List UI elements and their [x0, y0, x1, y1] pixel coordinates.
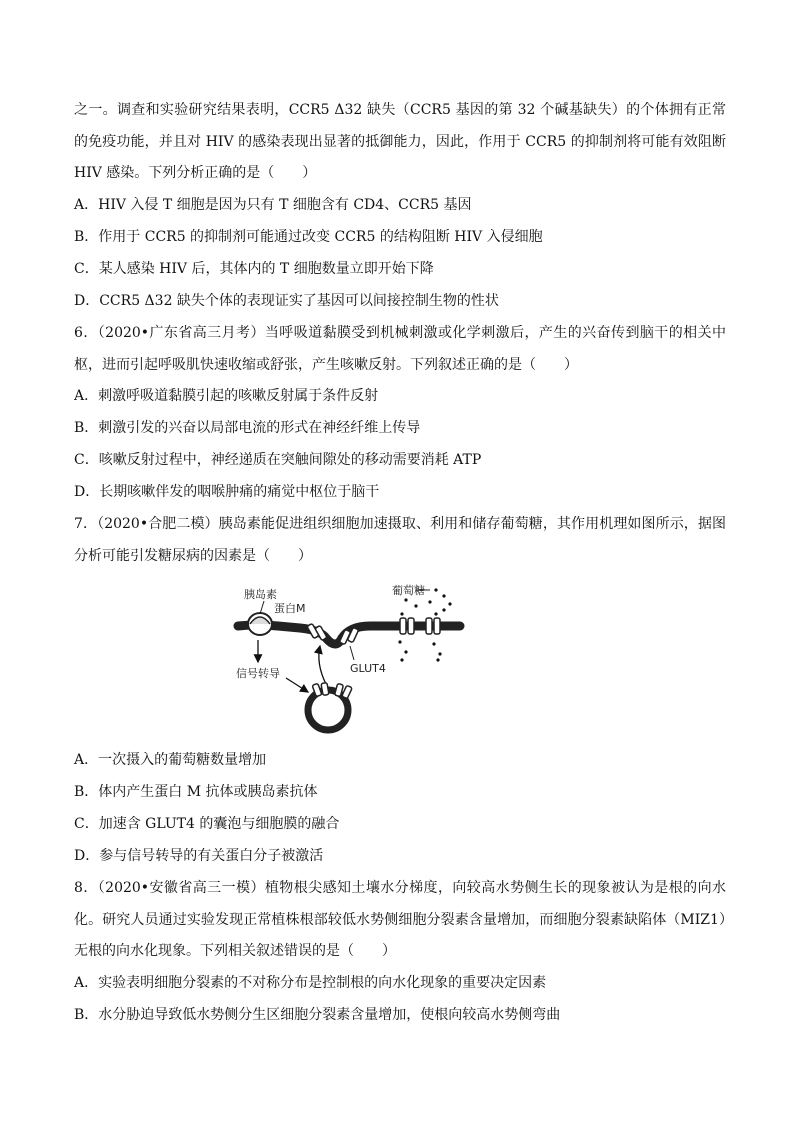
q7-option-d: D．参与信号转导的有关蛋白分子被激活	[74, 848, 324, 864]
q5-option-a: A．HIV 入侵 T 细胞是因为只有 T 细胞含有 CD4、CCR5 基因	[74, 197, 472, 213]
glucose-label: 葡萄糖	[392, 584, 425, 597]
q6-option-d: D．长期咳嗽伴发的咽喉肿痛的痛觉中枢位于脑干	[74, 484, 380, 500]
q6-option-a: A．刺激呼吸道黏膜引起的咳嗽反射属于条件反射	[74, 388, 379, 404]
signal-transduction-label: 信号转导	[236, 667, 280, 680]
q5-option-c: C．某人感染 HIV 后，其体内的 T 细胞数量立即开始下降	[74, 261, 434, 277]
insulin-mechanism-figure	[230, 580, 470, 740]
q8-option-b: B．水分胁迫导致低水势侧分生区细胞分裂素含量增加，使根向较高水势侧弯曲	[74, 1007, 561, 1023]
insulin-mechanism-diagram	[230, 580, 470, 740]
glut4-fusing-1	[307, 623, 327, 640]
q5-option-d: D．CCR5 Δ32 缺失个体的表现证实了基因可以间接控制生物的性状	[74, 293, 499, 309]
q6-option-c: C．咳嗽反射过程中，神经递质在突触间隙处的移动需要消耗 ATP	[74, 452, 482, 468]
insulin-label: 胰岛素	[244, 588, 277, 601]
glut4-vesicle	[308, 683, 352, 730]
protein-m-label: 蛋白M	[274, 602, 306, 615]
q7-option-b: B．体内产生蛋白 M 抗体或胰岛素抗体	[74, 784, 318, 800]
q5-option-b: B．作用于 CCR5 的抑制剂可能通过改变 CCR5 的结构阻断 HIV 入侵细胞	[74, 229, 543, 245]
q6-stem: 6．（2020•广东省高三月考）当呼吸道黏膜受到机械刺激或化学刺激后，产生的兴奋传到脑干的相关中枢，进而引起呼吸肌快速收缩或舒张，产生咳嗽反射。下列叙述正确的是（ ）	[74, 325, 726, 373]
q8-option-a: A．实验表明细胞分裂素的不对称分布是控制根的向水化现象的重要决定因素	[74, 975, 547, 991]
q7-option-a: A．一次摄入的葡萄糖数量增加	[74, 752, 267, 768]
q7-option-c: C．加速含 GLUT4 的囊泡与细胞膜的融合	[74, 816, 340, 832]
glut4-label: GLUT4	[350, 662, 386, 675]
q8-stem: 8．（2020•安徽省高三一模）植物根尖感知土壤水分梯度，向较高水势侧生长的现象被认为是根的向水化。研究人员通过实验发现正常植株根部较低水势侧细胞分裂素含量增加，而细胞分裂素缺陷体（MIZ1）无根的向水化现象。下列相关叙述错误的是（ ）	[74, 880, 726, 959]
protein-m-receptor	[248, 613, 272, 635]
q7-stem: 7．（2020•合肥二模）胰岛素能促进组织细胞加速摄取、利用和储存葡萄糖，其作用机理如图所示，据图分析可能引发糖尿病的因素是（ ）	[74, 516, 726, 564]
q5-stem: 之一。调查和实验研究结果表明，CCR5 Δ32 缺失（CCR5 基因的第 32 个碱基缺失）的个体拥有正常的免疫功能，并且对 HIV 的感染表现出显著的抵御能力，因此，作用于 CCR5 的抑制剂将可能有效阻断 HIV 感染。下列分析正确的是（ ）	[74, 102, 726, 181]
q6-option-b: B．刺激引发的兴奋以局部电流的形式在神经纤维上传导	[74, 420, 421, 436]
